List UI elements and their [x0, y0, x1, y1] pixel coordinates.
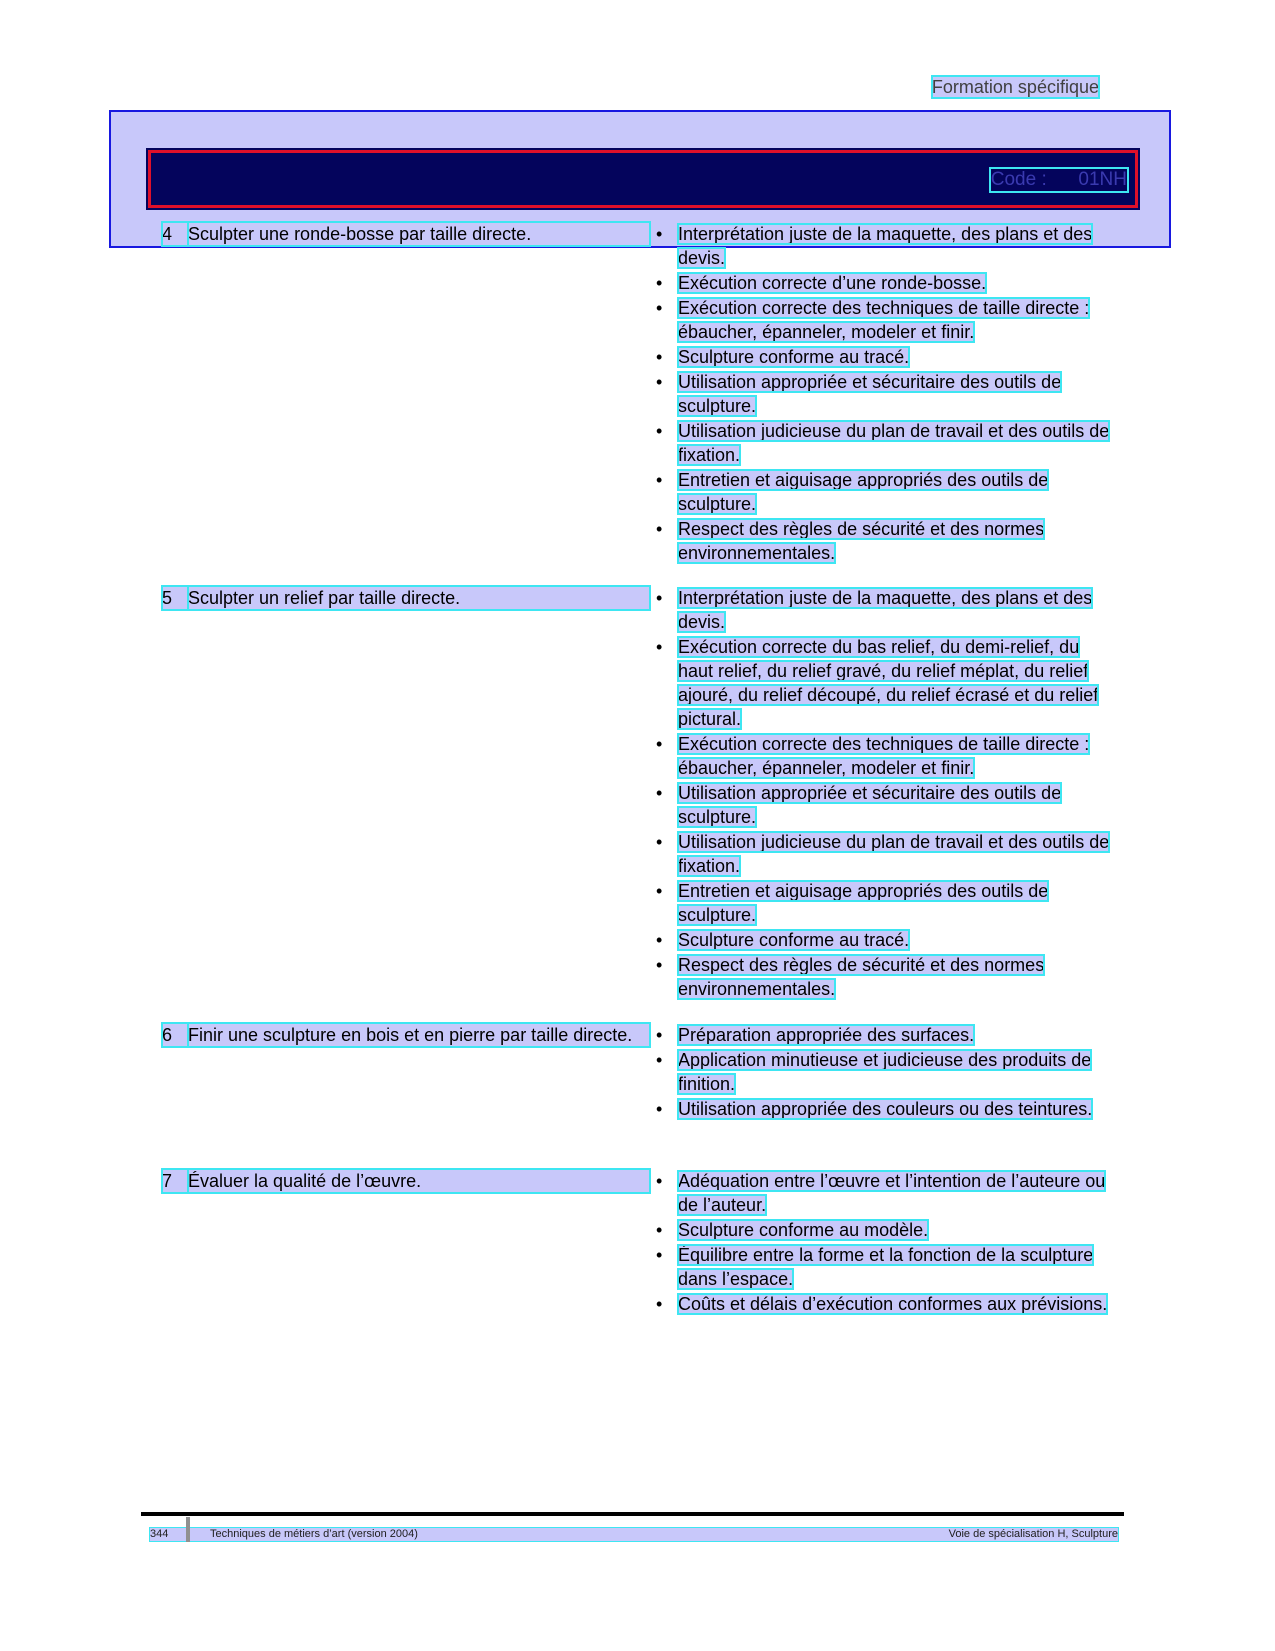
criteria-list: [652, 1023, 1118, 1122]
criteria-list: [652, 1169, 1118, 1317]
criterion-item: [652, 1169, 1118, 1217]
criterion-item: [652, 1023, 1118, 1047]
criterion-text: Exécution correcte des techniques de taille directe : ébaucher, épanneler, modeler et finir.: [678, 298, 1090, 342]
criterion-item: [652, 928, 1118, 952]
criterion-text: Exécution correcte des techniques de taille directe : ébaucher, épanneler, modeler et finir.: [678, 734, 1090, 778]
objective-text: Sculpter un relief par taille directe.: [188, 586, 650, 610]
criterion-item: [652, 1097, 1118, 1121]
criterion-item: [652, 1048, 1118, 1096]
criterion-text: Utilisation judicieuse du plan de travail et des outils de fixation.: [678, 421, 1110, 465]
criterion-text: Adéquation entre l’œuvre et l’intention de l’auteure ou de l’auteur.: [678, 1171, 1106, 1215]
criterion-text: Entretien et aiguisage appropriés des outils de sculpture.: [678, 470, 1049, 514]
criterion-text: Sculpture conforme au modèle.: [678, 1220, 929, 1240]
criterion-text: Entretien et aiguisage appropriés des outils de sculpture.: [678, 881, 1049, 925]
code-label: Code : 01NH: [990, 169, 1127, 190]
criterion-text: Préparation appropriée des surfaces.: [678, 1025, 975, 1045]
criterion-text: Coûts et délais d’exécution conformes aux prévisions.: [678, 1294, 1108, 1314]
criterion-item: [652, 419, 1118, 467]
criterion-item: [652, 732, 1118, 780]
criterion-text: Interprétation juste de la maquette, des plans et des devis.: [678, 588, 1093, 632]
objective-text: Évaluer la qualité de l’œuvre.: [188, 1169, 650, 1193]
footer-title: Techniques de métiers d’art (version 2004): [210, 1528, 418, 1540]
objective-text: Sculpter une ronde-bosse par taille directe.: [188, 222, 650, 246]
criterion-item: [652, 296, 1118, 344]
criterion-text: Interprétation juste de la maquette, des plans et des devis.: [678, 224, 1093, 268]
criterion-text: Application minutieuse et judicieuse des produits de finition.: [678, 1050, 1092, 1094]
criterion-item: [652, 1292, 1118, 1316]
criterion-item: [652, 1218, 1118, 1242]
criterion-item: [652, 468, 1118, 516]
criterion-item: [652, 1243, 1118, 1291]
criterion-item: [652, 830, 1118, 878]
criterion-text: Utilisation judicieuse du plan de travail et des outils de fixation.: [678, 832, 1110, 876]
criterion-item: [652, 345, 1118, 369]
criterion-text: Équilibre entre la forme et la fonction de la sculpture dans l’espace.: [678, 1245, 1094, 1289]
objective-text: Finir une sculpture en bois et en pierre par taille directe.: [188, 1023, 650, 1047]
criterion-item: [652, 370, 1118, 418]
criteria-list: [652, 222, 1118, 566]
footer-separator: [186, 1517, 190, 1542]
objective-number: 7: [162, 1169, 188, 1193]
criterion-item: [652, 635, 1118, 731]
criterion-text: Respect des règles de sécurité et des normes environnementales.: [678, 955, 1045, 999]
criterion-item: [652, 222, 1118, 270]
criterion-text: Utilisation appropriée des couleurs ou des teintures.: [678, 1099, 1093, 1119]
criterion-item: [652, 586, 1118, 634]
criterion-item: [652, 517, 1118, 565]
criterion-text: Utilisation appropriée et sécuritaire des outils de sculpture.: [678, 783, 1062, 827]
objective-number: 4: [162, 222, 188, 246]
criterion-text: Respect des règles de sécurité et des normes environnementales.: [678, 519, 1045, 563]
criterion-item: [652, 781, 1118, 829]
section-header: Formation spécifique: [931, 77, 1099, 97]
criterion-text: Sculpture conforme au tracé.: [678, 930, 910, 950]
objective-number: 5: [162, 586, 188, 610]
code-bar: [148, 150, 1138, 208]
footer-page-number: 344: [150, 1528, 169, 1540]
criterion-item: [652, 271, 1118, 295]
objective-number: 6: [162, 1023, 188, 1047]
criterion-text: Exécution correcte d’une ronde-bosse.: [678, 273, 987, 293]
criteria-list: [652, 586, 1118, 1002]
criterion-text: Sculpture conforme au tracé.: [678, 347, 910, 367]
criterion-item: [652, 879, 1118, 927]
criterion-text: Utilisation appropriée et sécuritaire des outils de sculpture.: [678, 372, 1062, 416]
footer-track: Voie de spécialisation H, Sculpture: [948, 1528, 1118, 1540]
footer-rule: [141, 1512, 1124, 1516]
criterion-text: Exécution correcte du bas relief, du demi-relief, du haut relief, du relief gravé, du relief méplat, du relief ajouré, du relief découpé, du relief écrasé et du relief pictural.: [678, 637, 1099, 729]
criterion-item: [652, 953, 1118, 1001]
